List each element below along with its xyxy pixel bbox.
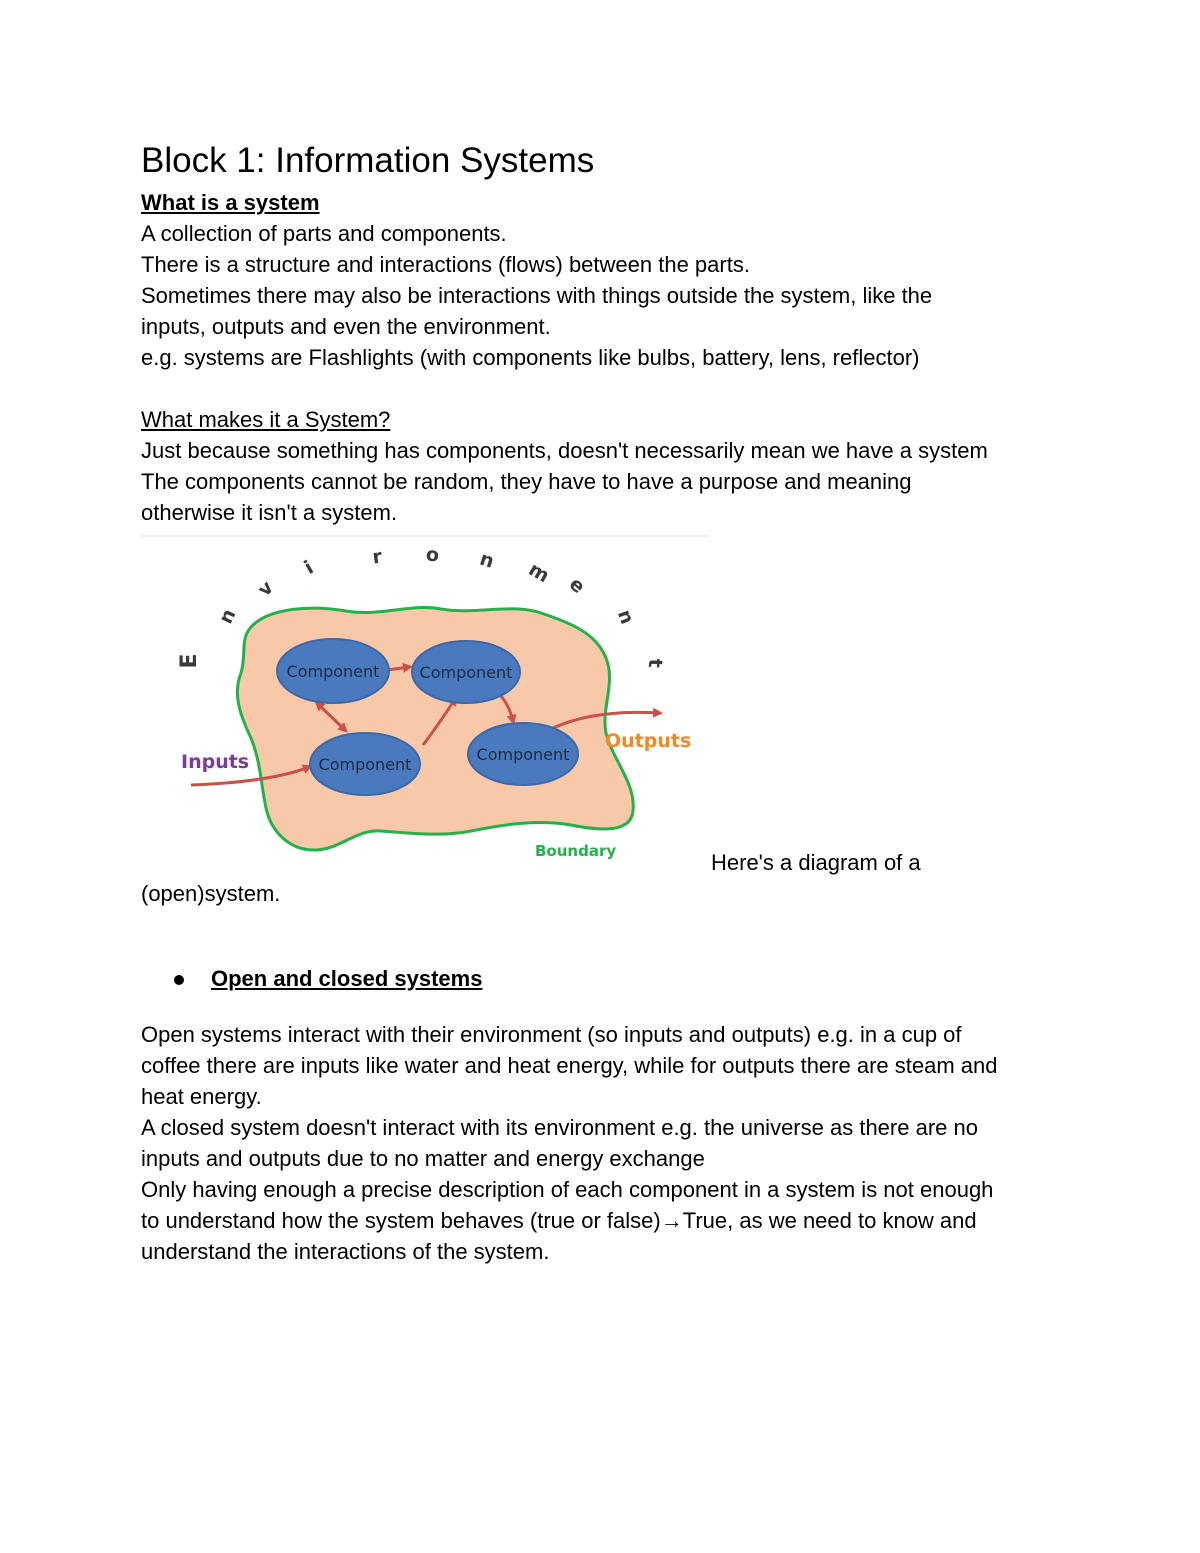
environment-letter: m bbox=[524, 558, 554, 588]
paragraph-line: e.g. systems are Flashlights (with components like bulbs, battery, lens, reflector) bbox=[141, 345, 920, 370]
paragraph-line: heat energy. bbox=[141, 1084, 262, 1109]
environment-letter: i bbox=[300, 556, 318, 579]
inputs-label: Inputs bbox=[181, 751, 250, 773]
environment-letter: e bbox=[564, 573, 590, 599]
environment-letter: n bbox=[612, 606, 639, 628]
component-label: Component bbox=[286, 662, 380, 681]
paragraph-line: inputs, outputs and even the environment. bbox=[141, 314, 551, 339]
component-node bbox=[412, 641, 520, 703]
environment-letter: E bbox=[177, 653, 202, 669]
section-heading-what-is-a-system: What is a system bbox=[141, 190, 320, 215]
diagram-caption: Here's a diagram of a bbox=[711, 850, 921, 875]
paragraph-line: understand the interactions of the system. bbox=[141, 1239, 550, 1264]
paragraph-line: Just because something has components, doesn't necessarily mean we have a system bbox=[141, 438, 988, 463]
bullet-dot bbox=[174, 975, 184, 985]
page-title: Block 1: Information Systems bbox=[141, 141, 595, 180]
diagram-caption-continued: (open)system. bbox=[141, 881, 281, 906]
component-node bbox=[277, 639, 389, 703]
paragraph-line: coffee there are inputs like water and heat energy, while for outputs there are steam and bbox=[141, 1053, 998, 1078]
open-system-diagram bbox=[141, 533, 711, 868]
environment-letter: t bbox=[643, 658, 667, 669]
component-node bbox=[310, 733, 420, 795]
component-label: Component bbox=[419, 663, 513, 682]
paragraph-line: otherwise it isn't a system. bbox=[141, 500, 398, 525]
component-label: Component bbox=[318, 755, 412, 774]
paragraph-line: Open systems interact with their environment (so inputs and outputs) e.g. in a cup of bbox=[141, 1022, 962, 1047]
paragraph-line bbox=[141, 218, 507, 249]
paragraph-line: The components cannot be random, they have to have a purpose and meaning bbox=[141, 469, 912, 494]
section-heading-open-and-closed-systems: Open and closed systems bbox=[211, 966, 483, 991]
section-heading-what-makes-it-a-system: What makes it a System? bbox=[141, 407, 391, 432]
environment-letter: n bbox=[214, 605, 241, 628]
paragraph-line: Sometimes there may also be interactions with things outside the system, like the bbox=[141, 283, 933, 308]
boundary-label: Boundary bbox=[535, 842, 617, 860]
paragraph-line: inputs and outputs due to no matter and energy exchange bbox=[141, 1146, 705, 1171]
paragraph-line: to understand how the system behaves (true or false)→True, as we need to know and bbox=[141, 1208, 977, 1233]
environment-letter: v bbox=[253, 576, 278, 601]
paragraph-line: Only having enough a precise description of each component in a system is not enough bbox=[141, 1177, 994, 1202]
environment-letter: o bbox=[425, 543, 440, 567]
paragraph-text: A collection of parts and components. bbox=[141, 221, 507, 246]
environment-letter: n bbox=[477, 547, 497, 573]
paragraph-line: There is a structure and interactions (flows) between the parts. bbox=[141, 252, 750, 277]
environment-letter: r bbox=[370, 545, 384, 569]
paragraph-line: A closed system doesn't interact with its environment e.g. the universe as there are no bbox=[141, 1115, 978, 1140]
component-label: Component bbox=[476, 745, 570, 764]
outputs-label: Outputs bbox=[605, 730, 692, 752]
component-node bbox=[468, 723, 578, 785]
